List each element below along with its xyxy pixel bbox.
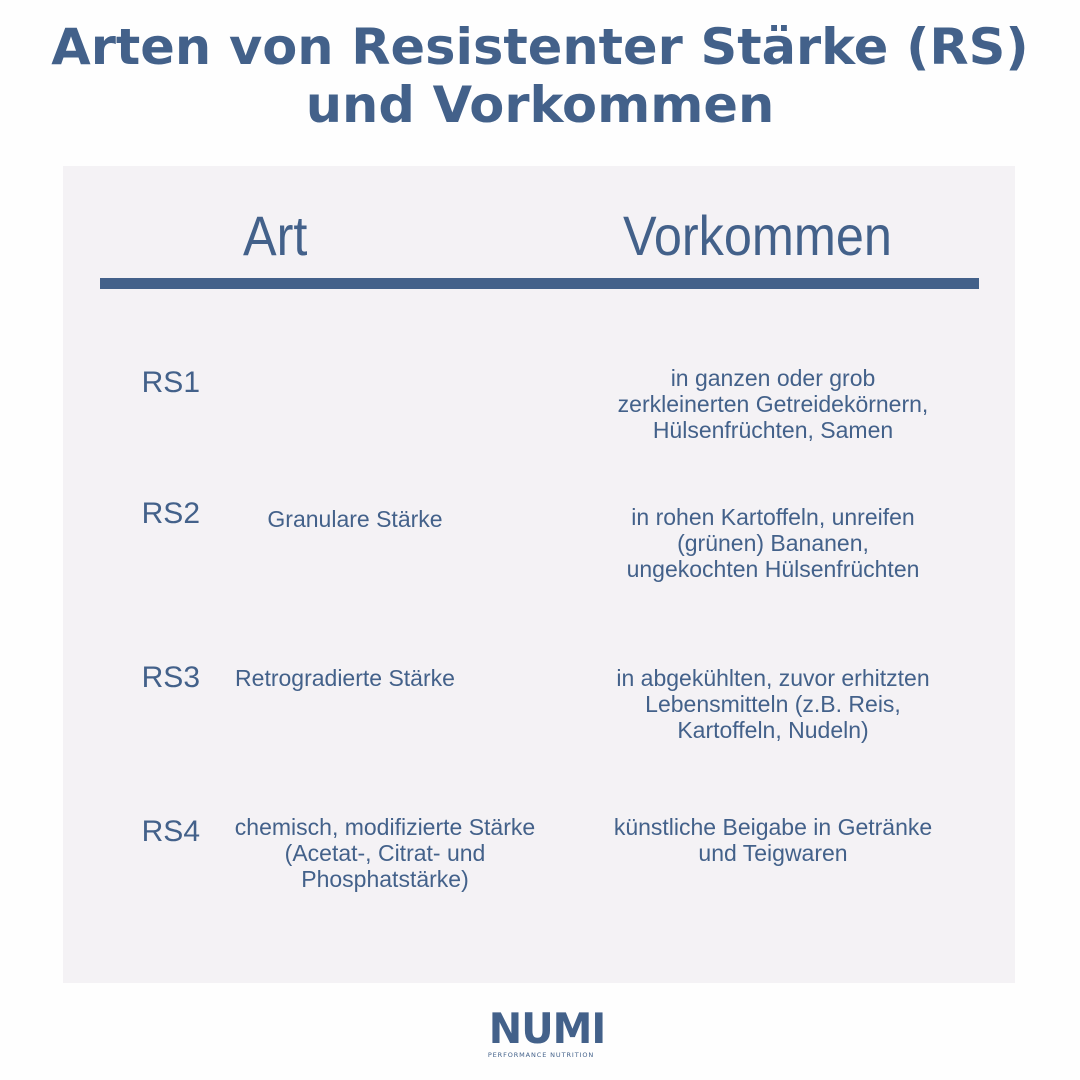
vorkommen-cell [578,504,968,582]
vorkommen-line: Hülsenfrüchten, Samen [652,417,894,443]
column-header-vorkommen: Vorkommen [623,204,892,267]
rs-code: RS1 [141,366,200,399]
vorkommen-line: künstliche Beigabe in Getränke [613,814,933,840]
art-cell [180,506,530,532]
art-cell [210,814,560,892]
vorkommen-line: zerkleinerten Getreidekörnern, [617,391,929,417]
vorkommen-line: und Teigwaren [698,840,848,866]
art-line: Granulare Stärke [267,506,443,532]
column-header-art: Art [243,204,308,267]
art-line: Phosphatstärke) [301,866,469,892]
art-cell [170,665,520,691]
numi-logo [486,1004,606,1064]
art-line: chemisch, modifizierte Stärke [234,814,536,840]
vorkommen-line: in abgekühlten, zuvor erhitzten [616,665,930,691]
vorkommen-line: in ganzen oder grob [670,365,876,391]
title-line-1: Arten von Resistenter Stärke (RS) [51,18,1029,76]
header-divider [100,278,979,289]
vorkommen-cell [578,365,968,443]
vorkommen-cell [578,814,968,866]
rs-code: RS2 [141,497,200,530]
rs-code: RS3 [141,661,200,694]
logo-tagline: PERFORMANCE NUTRITION [487,1051,595,1059]
vorkommen-line: in rohen Kartoffeln, unreifen [631,504,915,530]
page-title [0,18,1080,134]
vorkommen-line: ungekochten Hülsenfrüchten [626,556,920,582]
art-line: (Acetat-, Citrat- und [284,840,486,866]
title-line-2: und Vorkommen [305,76,775,134]
vorkommen-line: (grünen) Bananen, [677,530,869,556]
logo-wordmark: NUMI [488,1004,606,1053]
vorkommen-cell [578,665,968,743]
rs-code: RS4 [141,815,200,848]
vorkommen-line: Lebensmitteln (z.B. Reis, [645,691,901,717]
art-line: Retrogradierte Stärke [235,665,455,691]
vorkommen-line: Kartoffeln, Nudeln) [677,717,869,743]
